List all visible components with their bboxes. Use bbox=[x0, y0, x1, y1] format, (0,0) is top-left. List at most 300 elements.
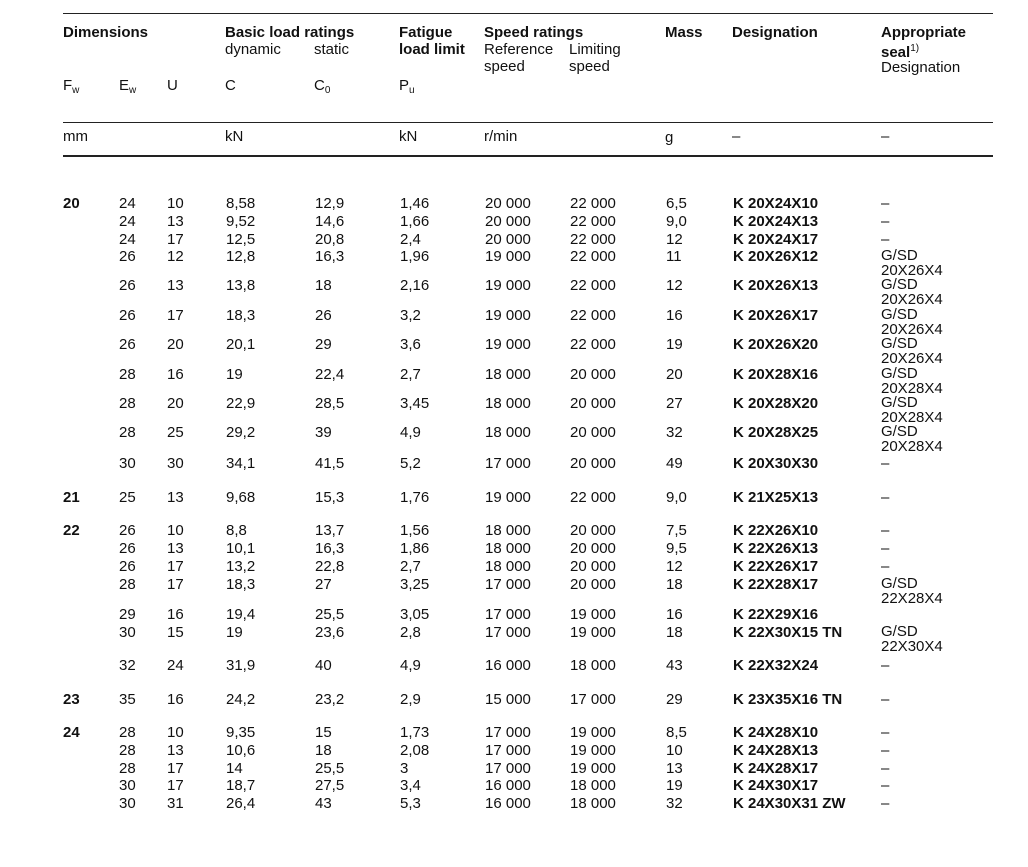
cell-ref: 19 000 bbox=[485, 489, 531, 506]
cell-mass: 8,5 bbox=[666, 724, 687, 741]
cell-ew: 26 bbox=[119, 307, 136, 324]
cell-fw: 20 bbox=[63, 195, 80, 212]
cell-c: 8,58 bbox=[226, 195, 256, 212]
cell-mass: 18 bbox=[666, 624, 683, 641]
cell-des: K 20X24X13 bbox=[733, 213, 819, 230]
unit-mm: mm bbox=[63, 128, 88, 145]
cell-lim: 18 000 bbox=[570, 657, 616, 674]
cell-des: K 22X26X13 bbox=[733, 540, 819, 557]
cell-c: 9,35 bbox=[226, 724, 256, 741]
cell-ref: 20 000 bbox=[485, 213, 531, 230]
cell-seal: – bbox=[881, 489, 890, 506]
cell-mass: 18 bbox=[666, 576, 683, 593]
cell-mass: 16 bbox=[666, 606, 683, 623]
cell-ref: 17 000 bbox=[485, 760, 531, 777]
cell-lim: 18 000 bbox=[570, 795, 616, 812]
cell-lim: 22 000 bbox=[570, 231, 616, 248]
cell-lim: 22 000 bbox=[570, 213, 616, 230]
cell-lim: 19 000 bbox=[570, 606, 616, 623]
cell-u: 25 bbox=[167, 424, 184, 441]
cell-seal: – bbox=[881, 724, 890, 741]
cell-mass: 9,0 bbox=[666, 489, 687, 506]
cell-seal: G/SD bbox=[881, 276, 918, 293]
cell-pu: 3,25 bbox=[400, 576, 430, 593]
cell-des: K 24X28X17 bbox=[733, 760, 819, 777]
cell-u: 16 bbox=[167, 606, 184, 623]
symbol-fw-main: F bbox=[63, 77, 73, 94]
symbol-c0-sub: 0 bbox=[324, 85, 331, 96]
cell-c0: 15,3 bbox=[315, 489, 345, 506]
cell-ref: 16 000 bbox=[485, 777, 531, 794]
cell-ref: 17 000 bbox=[485, 624, 531, 641]
cell-lim: 20 000 bbox=[570, 366, 616, 383]
cell-c0: 39 bbox=[315, 424, 332, 441]
symbol-ew-main: E bbox=[119, 77, 130, 94]
cell-u: 13 bbox=[167, 540, 184, 557]
cell-seal: – bbox=[881, 540, 890, 557]
cell-c: 14 bbox=[226, 760, 243, 777]
cell-fw: 21 bbox=[63, 489, 80, 506]
header-dynamic: dynamic bbox=[225, 41, 281, 58]
cell-c: 13,8 bbox=[226, 277, 256, 294]
cell-u: 15 bbox=[167, 624, 184, 641]
cell-u: 31 bbox=[167, 795, 184, 812]
cell-c0: 25,5 bbox=[315, 760, 345, 777]
cell-seal-size: 20X28X4 bbox=[881, 380, 943, 397]
cell-seal: – bbox=[881, 795, 890, 812]
cell-des: K 23X35X16 TN bbox=[733, 691, 843, 708]
header-seal-footnote: 1) bbox=[910, 43, 920, 54]
cell-ref: 20 000 bbox=[485, 195, 531, 212]
cell-pu: 4,9 bbox=[400, 424, 421, 441]
cell-mass: 32 bbox=[666, 795, 683, 812]
cell-mass: 12 bbox=[666, 231, 683, 248]
cell-mass: 19 bbox=[666, 777, 683, 794]
cell-c0: 16,3 bbox=[315, 540, 345, 557]
header-limiting-speed: speed bbox=[569, 58, 610, 75]
cell-ew: 28 bbox=[119, 760, 136, 777]
cell-lim: 19 000 bbox=[570, 742, 616, 759]
cell-c0: 23,6 bbox=[315, 624, 345, 641]
cell-u: 10 bbox=[167, 724, 184, 741]
cell-pu: 2,9 bbox=[400, 691, 421, 708]
cell-des: K 22X32X24 bbox=[733, 657, 819, 674]
cell-seal-size: 20X28X4 bbox=[881, 438, 943, 455]
cell-seal: G/SD bbox=[881, 247, 918, 264]
cell-des: K 20X28X20 bbox=[733, 395, 819, 412]
cell-pu: 5,3 bbox=[400, 795, 421, 812]
cell-des: K 20X24X17 bbox=[733, 231, 819, 248]
cell-lim: 20 000 bbox=[570, 395, 616, 412]
unit-fatigue-kn: kN bbox=[399, 128, 418, 145]
cell-fw: 23 bbox=[63, 691, 80, 708]
cell-mass: 29 bbox=[666, 691, 683, 708]
cell-c: 12,5 bbox=[226, 231, 256, 248]
cell-ref: 17 000 bbox=[485, 455, 531, 472]
cell-c0: 22,4 bbox=[315, 366, 345, 383]
cell-des: K 20X28X16 bbox=[733, 366, 819, 383]
cell-c0: 16,3 bbox=[315, 248, 345, 265]
cell-des: K 20X26X17 bbox=[733, 307, 819, 324]
cell-ref: 19 000 bbox=[485, 277, 531, 294]
header-speed-ratings: Speed ratings bbox=[484, 24, 584, 41]
top-rule bbox=[63, 13, 993, 14]
cell-seal: – bbox=[881, 558, 890, 575]
cell-ew: 35 bbox=[119, 691, 136, 708]
cell-des: K 24X30X17 bbox=[733, 777, 819, 794]
cell-c: 18,7 bbox=[226, 777, 256, 794]
cell-lim: 20 000 bbox=[570, 455, 616, 472]
header-limiting: Limiting bbox=[569, 41, 621, 58]
symbol-c0 bbox=[314, 77, 330, 99]
cell-c: 9,68 bbox=[226, 489, 256, 506]
cell-des: K 22X26X17 bbox=[733, 558, 819, 575]
cell-lim: 18 000 bbox=[570, 777, 616, 794]
cell-seal: G/SD bbox=[881, 365, 918, 382]
cell-mass: 32 bbox=[666, 424, 683, 441]
cell-u: 24 bbox=[167, 657, 184, 674]
header-seal bbox=[881, 40, 919, 61]
cell-c0: 27,5 bbox=[315, 777, 345, 794]
cell-mass: 13 bbox=[666, 760, 683, 777]
cell-des: K 24X30X31 ZW bbox=[733, 795, 846, 812]
unit-speed: r/min bbox=[484, 128, 518, 145]
cell-pu: 1,56 bbox=[400, 522, 430, 539]
header-designation: Designation bbox=[732, 24, 818, 41]
cell-ref: 18 000 bbox=[485, 366, 531, 383]
cell-seal: – bbox=[881, 691, 890, 708]
cell-u: 10 bbox=[167, 195, 184, 212]
cell-u: 17 bbox=[167, 558, 184, 575]
cell-seal: – bbox=[881, 522, 890, 539]
cell-seal: – bbox=[881, 742, 890, 759]
cell-u: 13 bbox=[167, 742, 184, 759]
cell-pu: 1,96 bbox=[400, 248, 430, 265]
header-load-limit: load limit bbox=[399, 41, 465, 58]
cell-ew: 26 bbox=[119, 277, 136, 294]
cell-seal: G/SD bbox=[881, 394, 918, 411]
cell-c: 19 bbox=[226, 624, 243, 641]
cell-mass: 10 bbox=[666, 742, 683, 759]
unit-mass: g bbox=[665, 129, 674, 146]
cell-u: 20 bbox=[167, 336, 184, 353]
cell-pu: 1,46 bbox=[400, 195, 430, 212]
cell-ref: 19 000 bbox=[485, 307, 531, 324]
header-reference: Reference bbox=[484, 41, 554, 58]
cell-c0: 26 bbox=[315, 307, 332, 324]
header-basic-load-ratings: Basic load ratings bbox=[225, 24, 355, 41]
cell-seal: – bbox=[881, 213, 890, 230]
unit-load-kn: kN bbox=[225, 128, 244, 145]
cell-lim: 20 000 bbox=[570, 576, 616, 593]
cell-mass: 20 bbox=[666, 366, 683, 383]
cell-pu: 3,2 bbox=[400, 307, 421, 324]
cell-ew: 28 bbox=[119, 576, 136, 593]
cell-u: 17 bbox=[167, 777, 184, 794]
cell-lim: 20 000 bbox=[570, 424, 616, 441]
cell-des: K 21X25X13 bbox=[733, 489, 819, 506]
cell-pu: 5,2 bbox=[400, 455, 421, 472]
cell-c: 18,3 bbox=[226, 576, 256, 593]
cell-ew: 28 bbox=[119, 366, 136, 383]
cell-u: 16 bbox=[167, 366, 184, 383]
cell-seal: – bbox=[881, 231, 890, 248]
cell-c: 26,4 bbox=[226, 795, 256, 812]
cell-c0: 18 bbox=[315, 277, 332, 294]
cell-seal: G/SD bbox=[881, 623, 918, 640]
cell-pu: 2,7 bbox=[400, 366, 421, 383]
unit-designation: – bbox=[732, 128, 741, 145]
cell-fw: 24 bbox=[63, 724, 80, 741]
cell-c: 8,8 bbox=[226, 522, 247, 539]
symbol-fw-sub: w bbox=[72, 85, 80, 96]
symbol-ew-sub: w bbox=[129, 85, 137, 96]
cell-ref: 17 000 bbox=[485, 742, 531, 759]
cell-ew: 24 bbox=[119, 213, 136, 230]
cell-ew: 28 bbox=[119, 742, 136, 759]
cell-ew: 30 bbox=[119, 777, 136, 794]
cell-pu: 1,73 bbox=[400, 724, 430, 741]
cell-seal: G/SD bbox=[881, 423, 918, 440]
cell-lim: 22 000 bbox=[570, 248, 616, 265]
cell-c0: 20,8 bbox=[315, 231, 345, 248]
cell-seal: G/SD bbox=[881, 575, 918, 592]
cell-c: 10,1 bbox=[226, 540, 256, 557]
cell-ref: 18 000 bbox=[485, 424, 531, 441]
cell-pu: 3,05 bbox=[400, 606, 430, 623]
cell-des: K 20X26X20 bbox=[733, 336, 819, 353]
symbol-fw bbox=[63, 77, 79, 99]
cell-pu: 3,4 bbox=[400, 777, 421, 794]
cell-seal: G/SD bbox=[881, 335, 918, 352]
cell-c0: 29 bbox=[315, 336, 332, 353]
cell-ew: 26 bbox=[119, 522, 136, 539]
cell-ref: 20 000 bbox=[485, 231, 531, 248]
cell-u: 13 bbox=[167, 213, 184, 230]
cell-mass: 9,5 bbox=[666, 540, 687, 557]
header-mass: Mass bbox=[665, 24, 703, 41]
cell-fw: 22 bbox=[63, 522, 80, 539]
cell-lim: 19 000 bbox=[570, 760, 616, 777]
cell-seal-size: 22X28X4 bbox=[881, 590, 943, 607]
header-appropriate: Appropriate bbox=[881, 24, 967, 41]
cell-des: K 20X26X12 bbox=[733, 248, 819, 265]
cell-c: 18,3 bbox=[226, 307, 256, 324]
cell-pu: 2,08 bbox=[400, 742, 430, 759]
cell-u: 16 bbox=[167, 691, 184, 708]
cell-c: 24,2 bbox=[226, 691, 256, 708]
cell-u: 17 bbox=[167, 576, 184, 593]
cell-mass: 9,0 bbox=[666, 213, 687, 230]
cell-lim: 20 000 bbox=[570, 558, 616, 575]
cell-mass: 12 bbox=[666, 558, 683, 575]
cell-c: 10,6 bbox=[226, 742, 256, 759]
cell-ref: 15 000 bbox=[485, 691, 531, 708]
cell-des: K 24X28X10 bbox=[733, 724, 819, 741]
cell-ew: 25 bbox=[119, 489, 136, 506]
cell-lim: 22 000 bbox=[570, 277, 616, 294]
cell-ew: 24 bbox=[119, 195, 136, 212]
cell-c: 19,4 bbox=[226, 606, 256, 623]
cell-u: 30 bbox=[167, 455, 184, 472]
cell-c: 31,9 bbox=[226, 657, 256, 674]
cell-seal: – bbox=[881, 760, 890, 777]
cell-ew: 30 bbox=[119, 624, 136, 641]
cell-des: K 20X24X10 bbox=[733, 195, 819, 212]
cell-ref: 18 000 bbox=[485, 558, 531, 575]
cell-ref: 17 000 bbox=[485, 606, 531, 623]
cell-ew: 26 bbox=[119, 540, 136, 557]
cell-ew: 26 bbox=[119, 558, 136, 575]
cell-des: K 22X29X16 bbox=[733, 606, 819, 623]
cell-c0: 40 bbox=[315, 657, 332, 674]
cell-ref: 17 000 bbox=[485, 576, 531, 593]
cell-pu: 3 bbox=[400, 760, 409, 777]
symbol-c: C bbox=[225, 77, 236, 94]
cell-ew: 26 bbox=[119, 248, 136, 265]
cell-c: 13,2 bbox=[226, 558, 256, 575]
cell-des: K 22X30X15 TN bbox=[733, 624, 843, 641]
cell-c0: 13,7 bbox=[315, 522, 345, 539]
cell-ref: 16 000 bbox=[485, 795, 531, 812]
header-seal-designation: Designation bbox=[881, 59, 961, 76]
cell-c0: 41,5 bbox=[315, 455, 345, 472]
cell-u: 17 bbox=[167, 231, 184, 248]
cell-seal-size: 20X26X4 bbox=[881, 262, 943, 279]
cell-ref: 19 000 bbox=[485, 336, 531, 353]
cell-seal-size: 22X30X4 bbox=[881, 638, 943, 655]
cell-c0: 27 bbox=[315, 576, 332, 593]
cell-lim: 22 000 bbox=[570, 336, 616, 353]
cell-seal: G/SD bbox=[881, 306, 918, 323]
cell-seal-size: 20X26X4 bbox=[881, 321, 943, 338]
cell-pu: 3,6 bbox=[400, 336, 421, 353]
cell-lim: 22 000 bbox=[570, 307, 616, 324]
cell-des: K 20X28X25 bbox=[733, 424, 819, 441]
symbol-c0-main: C bbox=[314, 77, 325, 94]
cell-seal: – bbox=[881, 455, 890, 472]
cell-des: K 24X28X13 bbox=[733, 742, 819, 759]
header-fatigue: Fatigue bbox=[399, 24, 453, 41]
cell-u: 12 bbox=[167, 248, 184, 265]
cell-des: K 22X28X17 bbox=[733, 576, 819, 593]
cell-c0: 28,5 bbox=[315, 395, 345, 412]
cell-mass: 7,5 bbox=[666, 522, 687, 539]
symbol-ew bbox=[119, 77, 136, 99]
symbol-pu-main: P bbox=[399, 77, 410, 94]
cell-c0: 23,2 bbox=[315, 691, 345, 708]
cell-ref: 16 000 bbox=[485, 657, 531, 674]
cell-ew: 30 bbox=[119, 455, 136, 472]
cell-u: 17 bbox=[167, 760, 184, 777]
cell-ref: 19 000 bbox=[485, 248, 531, 265]
cell-ew: 26 bbox=[119, 336, 136, 353]
cell-ew: 24 bbox=[119, 231, 136, 248]
cell-pu: 2,8 bbox=[400, 624, 421, 641]
cell-ew: 30 bbox=[119, 795, 136, 812]
cell-lim: 22 000 bbox=[570, 195, 616, 212]
cell-ew: 29 bbox=[119, 606, 136, 623]
header-dimensions: Dimensions bbox=[63, 24, 149, 41]
header-bottom-rule bbox=[63, 155, 993, 157]
cell-des: K 22X26X10 bbox=[733, 522, 819, 539]
cell-pu: 1,66 bbox=[400, 213, 430, 230]
cell-mass: 11 bbox=[666, 248, 682, 265]
cell-ref: 18 000 bbox=[485, 522, 531, 539]
cell-lim: 22 000 bbox=[570, 489, 616, 506]
cell-u: 17 bbox=[167, 307, 184, 324]
cell-pu: 1,86 bbox=[400, 540, 430, 557]
symbol-pu-sub: u bbox=[409, 85, 415, 96]
cell-c0: 22,8 bbox=[315, 558, 345, 575]
cell-pu: 2,4 bbox=[400, 231, 421, 248]
cell-u: 10 bbox=[167, 522, 184, 539]
cell-seal-size: 20X28X4 bbox=[881, 409, 943, 426]
cell-ref: 18 000 bbox=[485, 540, 531, 557]
cell-c: 20,1 bbox=[226, 336, 256, 353]
cell-des: K 20X30X30 bbox=[733, 455, 819, 472]
cell-mass: 27 bbox=[666, 395, 683, 412]
cell-ew: 28 bbox=[119, 395, 136, 412]
cell-mass: 16 bbox=[666, 307, 683, 324]
cell-pu: 1,76 bbox=[400, 489, 430, 506]
cell-seal: – bbox=[881, 657, 890, 674]
symbol-u: U bbox=[167, 77, 178, 94]
cell-seal: – bbox=[881, 777, 890, 794]
cell-c0: 18 bbox=[315, 742, 332, 759]
cell-ew: 28 bbox=[119, 724, 136, 741]
cell-c: 29,2 bbox=[226, 424, 256, 441]
cell-pu: 3,45 bbox=[400, 395, 430, 412]
header-reference-speed: speed bbox=[484, 58, 525, 75]
cell-mass: 6,5 bbox=[666, 195, 687, 212]
cell-u: 13 bbox=[167, 489, 184, 506]
cell-mass: 49 bbox=[666, 455, 683, 472]
cell-c: 9,52 bbox=[226, 213, 256, 230]
cell-c0: 15 bbox=[315, 724, 332, 741]
cell-des: K 20X26X13 bbox=[733, 277, 819, 294]
cell-c: 34,1 bbox=[226, 455, 256, 472]
cell-lim: 20 000 bbox=[570, 540, 616, 557]
cell-ew: 28 bbox=[119, 424, 136, 441]
cell-lim: 19 000 bbox=[570, 724, 616, 741]
cell-c0: 12,9 bbox=[315, 195, 345, 212]
cell-c: 12,8 bbox=[226, 248, 256, 265]
cell-lim: 19 000 bbox=[570, 624, 616, 641]
cell-lim: 20 000 bbox=[570, 522, 616, 539]
cell-pu: 4,9 bbox=[400, 657, 421, 674]
cell-ref: 17 000 bbox=[485, 724, 531, 741]
cell-seal-size: 20X26X4 bbox=[881, 291, 943, 308]
cell-c: 19 bbox=[226, 366, 243, 383]
cell-mass: 19 bbox=[666, 336, 683, 353]
cell-c0: 25,5 bbox=[315, 606, 345, 623]
cell-pu: 2,7 bbox=[400, 558, 421, 575]
header-static: static bbox=[314, 41, 350, 58]
symbol-pu bbox=[399, 77, 415, 99]
header-seal-text: seal bbox=[881, 44, 911, 61]
unit-seal: – bbox=[881, 128, 890, 145]
cell-mass: 43 bbox=[666, 657, 683, 674]
cell-seal: – bbox=[881, 195, 890, 212]
units-rule bbox=[63, 122, 993, 123]
cell-seal-size: 20X26X4 bbox=[881, 350, 943, 367]
cell-c: 22,9 bbox=[226, 395, 256, 412]
cell-u: 13 bbox=[167, 277, 184, 294]
cell-ref: 18 000 bbox=[485, 395, 531, 412]
cell-pu: 2,16 bbox=[400, 277, 430, 294]
cell-u: 20 bbox=[167, 395, 184, 412]
